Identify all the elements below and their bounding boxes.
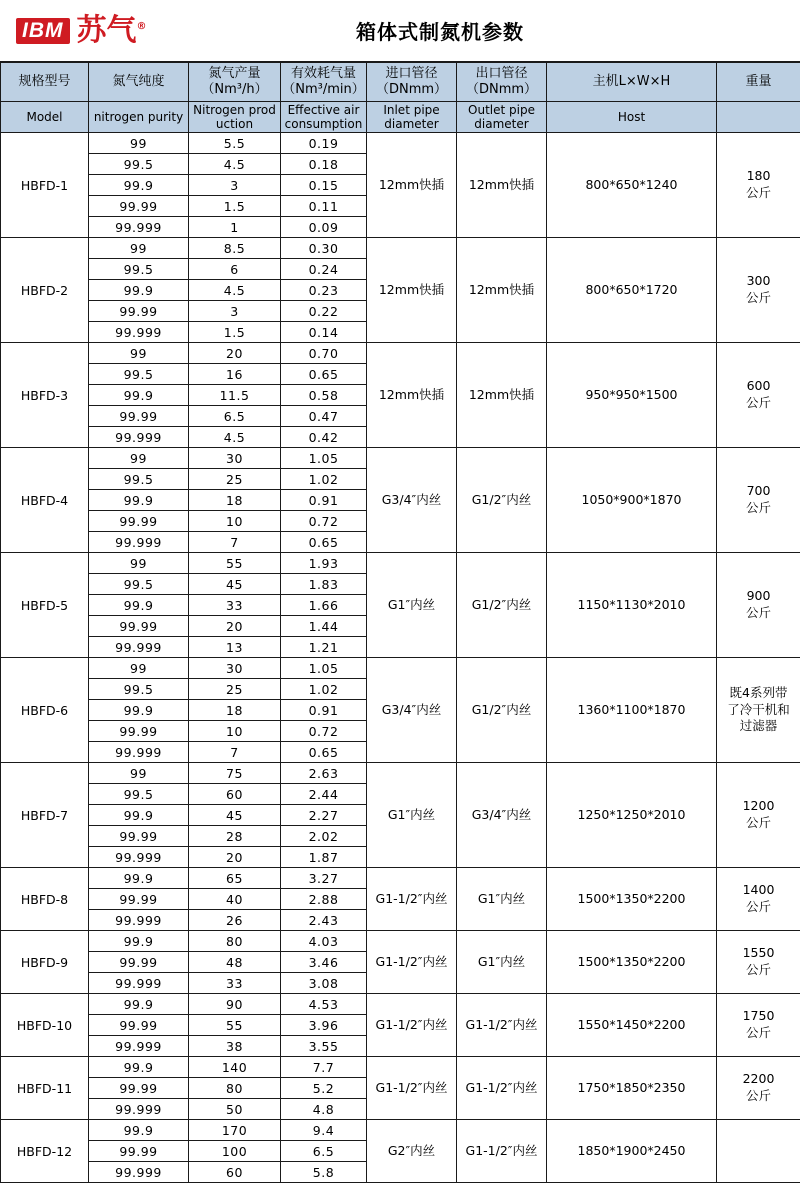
cell-inlet-pipe: 12mm快插 bbox=[367, 238, 457, 343]
cell-purity: 99.5 bbox=[89, 154, 189, 175]
cell-purity: 99.5 bbox=[89, 784, 189, 805]
cell-weight-line: 公斤 bbox=[717, 1088, 800, 1105]
cell-purity: 99.99 bbox=[89, 616, 189, 637]
cell-outlet-pipe: 12mm快插 bbox=[457, 133, 547, 238]
cell-air-consumption: 1.93 bbox=[281, 553, 367, 574]
cell-purity: 99.5 bbox=[89, 364, 189, 385]
cell-production: 28 bbox=[189, 826, 281, 847]
cell-weight-line: 1750 bbox=[717, 1008, 800, 1025]
cell-host-dimensions: 1550*1450*2200 bbox=[547, 994, 717, 1057]
col-header-model-en-l1: Model bbox=[1, 110, 88, 124]
col-header-host-en-l1: Host bbox=[547, 110, 716, 124]
cell-air-consumption: 0.30 bbox=[281, 238, 367, 259]
cell-inlet-pipe: G1″内丝 bbox=[367, 553, 457, 658]
cell-outlet-pipe: G1-1/2″内丝 bbox=[457, 994, 547, 1057]
cell-production: 26 bbox=[189, 910, 281, 931]
col-header-purity-en bbox=[89, 102, 189, 133]
cell-production: 20 bbox=[189, 343, 281, 364]
col-header-inlet-cn bbox=[367, 63, 457, 102]
cell-purity: 99.999 bbox=[89, 217, 189, 238]
cell-air-consumption: 4.03 bbox=[281, 931, 367, 952]
cell-inlet-pipe: G1-1/2″内丝 bbox=[367, 1057, 457, 1120]
cell-air-consumption: 0.65 bbox=[281, 742, 367, 763]
cell-purity: 99.999 bbox=[89, 637, 189, 658]
cell-air-consumption: 1.02 bbox=[281, 679, 367, 700]
col-header-inlet-cn-l1: 进口管径 bbox=[367, 66, 456, 82]
cell-production: 50 bbox=[189, 1099, 281, 1120]
cell-production: 40 bbox=[189, 889, 281, 910]
cell-production: 33 bbox=[189, 595, 281, 616]
cell-air-consumption: 0.14 bbox=[281, 322, 367, 343]
cell-air-consumption: 5.2 bbox=[281, 1078, 367, 1099]
cell-purity: 99.5 bbox=[89, 259, 189, 280]
cell-air-consumption: 1.44 bbox=[281, 616, 367, 637]
cell-weight-line: 了冷干机和 bbox=[717, 702, 800, 719]
cell-production: 45 bbox=[189, 805, 281, 826]
cell-purity: 99.9 bbox=[89, 1120, 189, 1141]
cell-purity: 99.99 bbox=[89, 1141, 189, 1162]
col-header-production-cn-l1: 氮气产量 bbox=[189, 66, 280, 82]
col-header-air-en-l1: Effective air bbox=[281, 103, 366, 117]
cell-purity: 99.99 bbox=[89, 721, 189, 742]
table-head bbox=[1, 63, 800, 133]
cell-purity: 99.999 bbox=[89, 1036, 189, 1057]
col-header-inlet-en-l1: Inlet pipe bbox=[367, 103, 456, 117]
cell-air-consumption: 1.87 bbox=[281, 847, 367, 868]
cell-outlet-pipe: G3/4″内丝 bbox=[457, 763, 547, 868]
cell-model: HBFD-3 bbox=[1, 343, 89, 448]
cell-weight-line: 2200 bbox=[717, 1071, 800, 1088]
cell-weight bbox=[717, 133, 800, 238]
cell-inlet-pipe: G1-1/2″内丝 bbox=[367, 931, 457, 994]
cell-purity: 99.99 bbox=[89, 889, 189, 910]
cell-weight-line: 1200 bbox=[717, 798, 800, 815]
cell-air-consumption: 0.42 bbox=[281, 427, 367, 448]
cell-weight bbox=[717, 448, 800, 553]
cell-host-dimensions: 1500*1350*2200 bbox=[547, 931, 717, 994]
table-row bbox=[1, 931, 800, 952]
cell-production: 7 bbox=[189, 532, 281, 553]
cell-air-consumption: 2.43 bbox=[281, 910, 367, 931]
cell-purity: 99.999 bbox=[89, 1099, 189, 1120]
cell-production: 11.5 bbox=[189, 385, 281, 406]
cell-air-consumption: 1.05 bbox=[281, 658, 367, 679]
cell-weight bbox=[717, 1057, 800, 1120]
cell-weight-line: 900 bbox=[717, 588, 800, 605]
cell-weight bbox=[717, 343, 800, 448]
page-title: 箱体式制氮机参数 bbox=[200, 16, 800, 45]
cell-purity: 99.9 bbox=[89, 1057, 189, 1078]
cell-air-consumption: 0.91 bbox=[281, 490, 367, 511]
cell-purity: 99.5 bbox=[89, 574, 189, 595]
cell-production: 6 bbox=[189, 259, 281, 280]
cell-weight-line: 公斤 bbox=[717, 962, 800, 979]
cell-production: 33 bbox=[189, 973, 281, 994]
cell-weight bbox=[717, 994, 800, 1057]
logo-mark: IBM bbox=[16, 18, 70, 44]
cell-production: 80 bbox=[189, 1078, 281, 1099]
cell-production: 1.5 bbox=[189, 322, 281, 343]
cell-production: 1 bbox=[189, 217, 281, 238]
cell-air-consumption: 3.46 bbox=[281, 952, 367, 973]
cell-air-consumption: 2.44 bbox=[281, 784, 367, 805]
cell-production: 10 bbox=[189, 721, 281, 742]
cell-air-consumption: 1.21 bbox=[281, 637, 367, 658]
cell-air-consumption: 0.19 bbox=[281, 133, 367, 154]
cell-production: 48 bbox=[189, 952, 281, 973]
cell-weight bbox=[717, 1120, 800, 1183]
cell-purity: 99 bbox=[89, 238, 189, 259]
cell-purity: 99.5 bbox=[89, 679, 189, 700]
cell-production: 55 bbox=[189, 553, 281, 574]
col-header-production-en bbox=[189, 102, 281, 133]
cell-purity: 99.99 bbox=[89, 826, 189, 847]
col-header-inlet-en bbox=[367, 102, 457, 133]
cell-inlet-pipe: G1-1/2″内丝 bbox=[367, 994, 457, 1057]
cell-air-consumption: 0.18 bbox=[281, 154, 367, 175]
cell-purity: 99.99 bbox=[89, 1015, 189, 1036]
cell-production: 20 bbox=[189, 616, 281, 637]
cell-air-consumption: 0.65 bbox=[281, 532, 367, 553]
cell-purity: 99.999 bbox=[89, 427, 189, 448]
cell-inlet-pipe: G3/4″内丝 bbox=[367, 448, 457, 553]
cell-production: 55 bbox=[189, 1015, 281, 1036]
cell-air-consumption: 0.65 bbox=[281, 364, 367, 385]
cell-weight-line: 公斤 bbox=[717, 815, 800, 832]
cell-production: 65 bbox=[189, 868, 281, 889]
col-header-air-cn-l2: （Nm³/min） bbox=[281, 82, 366, 98]
table-row bbox=[1, 868, 800, 889]
cell-purity: 99.99 bbox=[89, 406, 189, 427]
cell-production: 4.5 bbox=[189, 154, 281, 175]
col-header-inlet-cn-l2: （DNmm） bbox=[367, 82, 456, 98]
cell-air-consumption: 0.72 bbox=[281, 721, 367, 742]
cell-weight-line: 过滤器 bbox=[717, 718, 800, 735]
col-header-purity-cn-l1: 氮气纯度 bbox=[89, 74, 188, 90]
cell-purity: 99 bbox=[89, 553, 189, 574]
cell-purity: 99 bbox=[89, 133, 189, 154]
table-row bbox=[1, 238, 800, 259]
col-header-production-cn bbox=[189, 63, 281, 102]
cell-host-dimensions: 1360*1100*1870 bbox=[547, 658, 717, 763]
cell-purity: 99.9 bbox=[89, 595, 189, 616]
cell-purity: 99.999 bbox=[89, 742, 189, 763]
cell-weight bbox=[717, 763, 800, 868]
cell-air-consumption: 0.09 bbox=[281, 217, 367, 238]
cell-outlet-pipe: 12mm快插 bbox=[457, 238, 547, 343]
page-header bbox=[0, 0, 800, 62]
cell-purity: 99.9 bbox=[89, 490, 189, 511]
col-header-purity-cn bbox=[89, 63, 189, 102]
cell-host-dimensions: 800*650*1720 bbox=[547, 238, 717, 343]
cell-weight bbox=[717, 658, 800, 763]
cell-inlet-pipe: G1″内丝 bbox=[367, 763, 457, 868]
cell-production: 18 bbox=[189, 700, 281, 721]
cell-air-consumption: 2.63 bbox=[281, 763, 367, 784]
cell-production: 6.5 bbox=[189, 406, 281, 427]
cell-weight-line: 700 bbox=[717, 483, 800, 500]
cell-production: 25 bbox=[189, 469, 281, 490]
cell-purity: 99 bbox=[89, 658, 189, 679]
cell-air-consumption: 4.53 bbox=[281, 994, 367, 1015]
cell-air-consumption: 2.27 bbox=[281, 805, 367, 826]
col-header-model-en bbox=[1, 102, 89, 133]
cell-production: 100 bbox=[189, 1141, 281, 1162]
cell-air-consumption: 0.11 bbox=[281, 196, 367, 217]
cell-production: 10 bbox=[189, 511, 281, 532]
col-header-weight-cn bbox=[717, 63, 800, 102]
specification-table bbox=[0, 62, 800, 1183]
table-row bbox=[1, 553, 800, 574]
cell-purity: 99 bbox=[89, 763, 189, 784]
col-header-outlet-cn-l2: （DNmm） bbox=[457, 82, 546, 98]
cell-air-consumption: 0.91 bbox=[281, 700, 367, 721]
cell-air-consumption: 2.02 bbox=[281, 826, 367, 847]
table-row bbox=[1, 448, 800, 469]
cell-production: 80 bbox=[189, 931, 281, 952]
cell-purity: 99.9 bbox=[89, 931, 189, 952]
cell-purity: 99.999 bbox=[89, 847, 189, 868]
cell-model: HBFD-6 bbox=[1, 658, 89, 763]
cell-production: 20 bbox=[189, 847, 281, 868]
cell-purity: 99 bbox=[89, 448, 189, 469]
header-row-cn bbox=[1, 63, 800, 102]
cell-model: HBFD-10 bbox=[1, 994, 89, 1057]
col-header-outlet-cn-l1: 出口管径 bbox=[457, 66, 546, 82]
cell-production: 170 bbox=[189, 1120, 281, 1141]
cell-outlet-pipe: G1/2″内丝 bbox=[457, 658, 547, 763]
cell-air-consumption: 6.5 bbox=[281, 1141, 367, 1162]
cell-weight-line: 公斤 bbox=[717, 899, 800, 916]
cell-air-consumption: 1.66 bbox=[281, 595, 367, 616]
cell-air-consumption: 3.08 bbox=[281, 973, 367, 994]
cell-purity: 99.999 bbox=[89, 973, 189, 994]
cell-air-consumption: 0.24 bbox=[281, 259, 367, 280]
cell-production: 7 bbox=[189, 742, 281, 763]
cell-model: HBFD-1 bbox=[1, 133, 89, 238]
cell-inlet-pipe: 12mm快插 bbox=[367, 133, 457, 238]
cell-air-consumption: 1.83 bbox=[281, 574, 367, 595]
cell-production: 140 bbox=[189, 1057, 281, 1078]
cell-air-consumption: 3.96 bbox=[281, 1015, 367, 1036]
cell-production: 3 bbox=[189, 175, 281, 196]
table-row bbox=[1, 994, 800, 1015]
cell-production: 8.5 bbox=[189, 238, 281, 259]
cell-air-consumption: 7.7 bbox=[281, 1057, 367, 1078]
col-header-outlet-en bbox=[457, 102, 547, 133]
cell-weight-line: 既4系列带 bbox=[717, 685, 800, 702]
cell-production: 13 bbox=[189, 637, 281, 658]
cell-host-dimensions: 1850*1900*2450 bbox=[547, 1120, 717, 1183]
col-header-host-cn-l1: 主机L×W×H bbox=[547, 74, 716, 90]
table-row bbox=[1, 1057, 800, 1078]
cell-production: 5.5 bbox=[189, 133, 281, 154]
cell-outlet-pipe: G1/2″内丝 bbox=[457, 553, 547, 658]
cell-air-consumption: 3.27 bbox=[281, 868, 367, 889]
cell-outlet-pipe: G1-1/2″内丝 bbox=[457, 1057, 547, 1120]
cell-host-dimensions: 1050*900*1870 bbox=[547, 448, 717, 553]
cell-model: HBFD-4 bbox=[1, 448, 89, 553]
cell-inlet-pipe: 12mm快插 bbox=[367, 343, 457, 448]
cell-purity: 99.99 bbox=[89, 511, 189, 532]
cell-outlet-pipe: G1-1/2″内丝 bbox=[457, 1120, 547, 1183]
cell-production: 25 bbox=[189, 679, 281, 700]
col-header-weight-cn-l1: 重量 bbox=[717, 74, 800, 90]
cell-weight-line: 180 bbox=[717, 168, 800, 185]
cell-air-consumption: 3.55 bbox=[281, 1036, 367, 1057]
cell-outlet-pipe: G1″内丝 bbox=[457, 868, 547, 931]
cell-purity: 99.99 bbox=[89, 952, 189, 973]
cell-production: 75 bbox=[189, 763, 281, 784]
brand-logo bbox=[0, 16, 200, 46]
cell-purity: 99.9 bbox=[89, 994, 189, 1015]
cell-host-dimensions: 1250*1250*2010 bbox=[547, 763, 717, 868]
cell-production: 38 bbox=[189, 1036, 281, 1057]
col-header-host-en bbox=[547, 102, 717, 133]
cell-production: 45 bbox=[189, 574, 281, 595]
table-body bbox=[1, 133, 800, 1183]
col-header-inlet-en-l2: diameter bbox=[367, 117, 456, 131]
cell-weight-line: 600 bbox=[717, 378, 800, 395]
cell-outlet-pipe: G1/2″内丝 bbox=[457, 448, 547, 553]
cell-purity: 99.9 bbox=[89, 700, 189, 721]
cell-inlet-pipe: G3/4″内丝 bbox=[367, 658, 457, 763]
cell-production: 4.5 bbox=[189, 427, 281, 448]
cell-production: 90 bbox=[189, 994, 281, 1015]
cell-purity: 99.999 bbox=[89, 322, 189, 343]
table-row bbox=[1, 658, 800, 679]
cell-air-consumption: 1.02 bbox=[281, 469, 367, 490]
cell-inlet-pipe: G1-1/2″内丝 bbox=[367, 868, 457, 931]
cell-production: 18 bbox=[189, 490, 281, 511]
cell-purity: 99.99 bbox=[89, 1078, 189, 1099]
cell-inlet-pipe: G2″内丝 bbox=[367, 1120, 457, 1183]
col-header-air-en bbox=[281, 102, 367, 133]
cell-weight bbox=[717, 868, 800, 931]
logo-text-label: 苏气 bbox=[77, 13, 137, 48]
col-header-production-en-l2: uction bbox=[189, 117, 280, 131]
cell-model: HBFD-12 bbox=[1, 1120, 89, 1183]
cell-air-consumption: 0.22 bbox=[281, 301, 367, 322]
cell-weight-line: 公斤 bbox=[717, 395, 800, 412]
cell-air-consumption: 0.72 bbox=[281, 511, 367, 532]
cell-weight-line: 1400 bbox=[717, 882, 800, 899]
cell-purity: 99.999 bbox=[89, 910, 189, 931]
cell-weight bbox=[717, 931, 800, 994]
cell-production: 60 bbox=[189, 1162, 281, 1183]
col-header-purity-en-l1: nitrogen purity bbox=[89, 110, 188, 124]
cell-air-consumption: 5.8 bbox=[281, 1162, 367, 1183]
cell-production: 16 bbox=[189, 364, 281, 385]
cell-outlet-pipe: 12mm快插 bbox=[457, 343, 547, 448]
cell-purity: 99.9 bbox=[89, 175, 189, 196]
cell-purity: 99.99 bbox=[89, 301, 189, 322]
table-row bbox=[1, 133, 800, 154]
cell-production: 30 bbox=[189, 658, 281, 679]
cell-weight-line: 1550 bbox=[717, 945, 800, 962]
cell-purity: 99.99 bbox=[89, 196, 189, 217]
registered-trademark-icon: ® bbox=[137, 21, 147, 32]
cell-weight-line: 公斤 bbox=[717, 290, 800, 307]
cell-host-dimensions: 800*650*1240 bbox=[547, 133, 717, 238]
cell-weight bbox=[717, 553, 800, 658]
cell-production: 60 bbox=[189, 784, 281, 805]
cell-weight-line: 公斤 bbox=[717, 1025, 800, 1042]
cell-model: HBFD-11 bbox=[1, 1057, 89, 1120]
cell-host-dimensions: 950*950*1500 bbox=[547, 343, 717, 448]
cell-weight-line: 公斤 bbox=[717, 185, 800, 202]
cell-air-consumption: 0.70 bbox=[281, 343, 367, 364]
cell-purity: 99.5 bbox=[89, 469, 189, 490]
cell-production: 4.5 bbox=[189, 280, 281, 301]
cell-outlet-pipe: G1″内丝 bbox=[457, 931, 547, 994]
cell-air-consumption: 2.88 bbox=[281, 889, 367, 910]
col-header-outlet-cn bbox=[457, 63, 547, 102]
col-header-model-cn-l1: 规格型号 bbox=[1, 74, 88, 90]
cell-host-dimensions: 1500*1350*2200 bbox=[547, 868, 717, 931]
cell-purity: 99.999 bbox=[89, 1162, 189, 1183]
col-header-outlet-en-l2: diameter bbox=[457, 117, 546, 131]
table-row bbox=[1, 763, 800, 784]
cell-purity: 99.9 bbox=[89, 805, 189, 826]
cell-model: HBFD-7 bbox=[1, 763, 89, 868]
col-header-weight-en bbox=[717, 102, 800, 133]
cell-weight-line: 300 bbox=[717, 273, 800, 290]
cell-model: HBFD-2 bbox=[1, 238, 89, 343]
cell-weight bbox=[717, 238, 800, 343]
cell-model: HBFD-9 bbox=[1, 931, 89, 994]
cell-production: 3 bbox=[189, 301, 281, 322]
col-header-model-cn bbox=[1, 63, 89, 102]
cell-purity: 99.9 bbox=[89, 280, 189, 301]
col-header-air-en-l2: consumption bbox=[281, 117, 366, 131]
cell-air-consumption: 9.4 bbox=[281, 1120, 367, 1141]
col-header-air-cn bbox=[281, 63, 367, 102]
cell-production: 1.5 bbox=[189, 196, 281, 217]
cell-model: HBFD-5 bbox=[1, 553, 89, 658]
table-row bbox=[1, 1120, 800, 1141]
cell-production: 30 bbox=[189, 448, 281, 469]
cell-purity: 99 bbox=[89, 343, 189, 364]
col-header-outlet-en-l1: Outlet pipe bbox=[457, 103, 546, 117]
logo-text bbox=[77, 16, 147, 46]
cell-air-consumption: 1.05 bbox=[281, 448, 367, 469]
cell-weight-line: 公斤 bbox=[717, 605, 800, 622]
cell-air-consumption: 0.58 bbox=[281, 385, 367, 406]
col-header-air-cn-l1: 有效耗气量 bbox=[281, 66, 366, 82]
cell-air-consumption: 4.8 bbox=[281, 1099, 367, 1120]
cell-model: HBFD-8 bbox=[1, 868, 89, 931]
cell-host-dimensions: 1750*1850*2350 bbox=[547, 1057, 717, 1120]
cell-purity: 99.9 bbox=[89, 868, 189, 889]
col-header-production-en-l1: Nitrogen prod bbox=[189, 103, 280, 117]
col-header-production-cn-l2: （Nm³/h） bbox=[189, 82, 280, 98]
cell-air-consumption: 0.15 bbox=[281, 175, 367, 196]
cell-air-consumption: 0.23 bbox=[281, 280, 367, 301]
cell-host-dimensions: 1150*1130*2010 bbox=[547, 553, 717, 658]
cell-purity: 99.999 bbox=[89, 532, 189, 553]
cell-air-consumption: 0.47 bbox=[281, 406, 367, 427]
cell-purity: 99.9 bbox=[89, 385, 189, 406]
cell-weight-line: 公斤 bbox=[717, 500, 800, 517]
col-header-host-cn bbox=[547, 63, 717, 102]
header-row-en bbox=[1, 102, 800, 133]
table-row bbox=[1, 343, 800, 364]
